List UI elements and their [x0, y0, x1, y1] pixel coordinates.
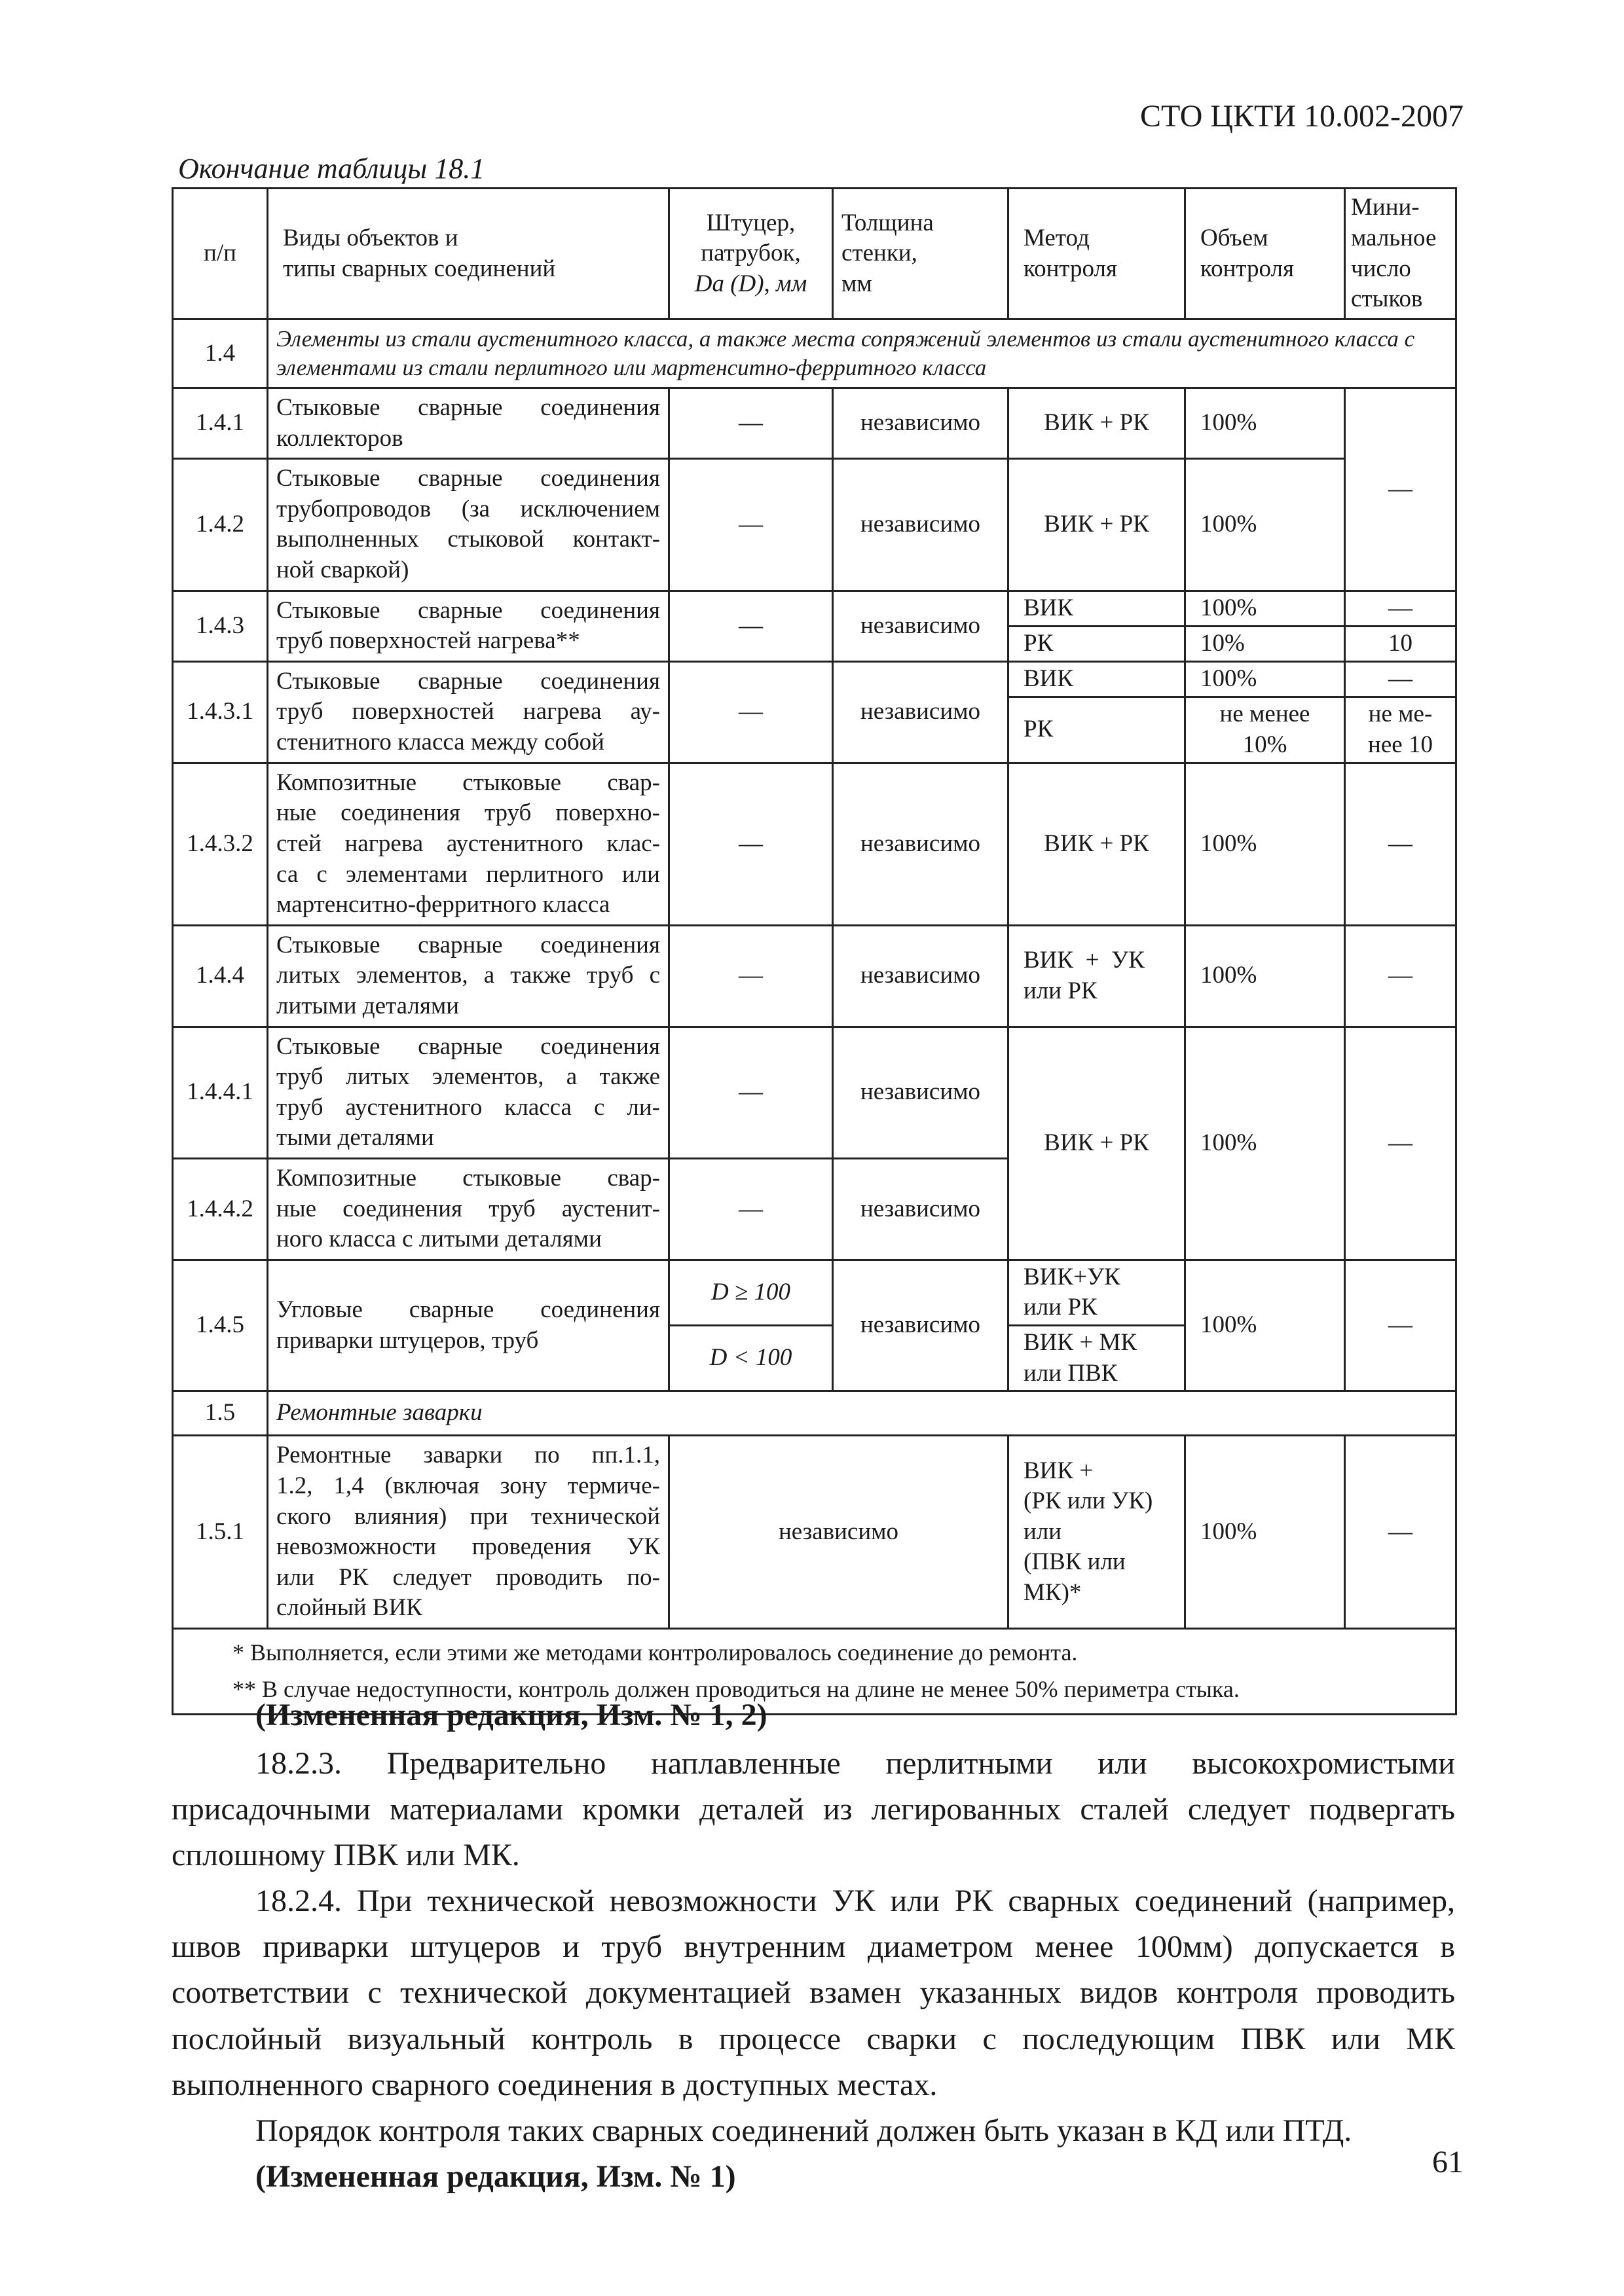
row-wall: независимо [833, 925, 1008, 1027]
header-pipe [669, 189, 833, 319]
method-line: или РК [1024, 977, 1098, 1004]
table-row [173, 1027, 1456, 1158]
row-type [268, 1027, 669, 1158]
header-line: Метод [1024, 224, 1090, 251]
header-line: контроля [1200, 255, 1295, 282]
type-line: ного класса с литыми деталями [276, 1226, 602, 1253]
header-line: Толщина [841, 209, 934, 236]
type-line: Угловые сварные соединения [276, 1296, 660, 1323]
table-header-row [173, 189, 1456, 319]
type-line: Стыковые сварные соединения [276, 1032, 660, 1060]
row-volume: 100% [1185, 388, 1345, 459]
row-num: 1.4.3.1 [173, 661, 268, 763]
row-wall: независимо [833, 388, 1008, 459]
header-method [1008, 189, 1185, 319]
row-volume: 100% [1185, 763, 1345, 925]
min-line: нее 10 [1368, 731, 1433, 758]
row-num: 1.4.3 [173, 591, 268, 661]
type-line: труб поверхностей нагрева** [276, 627, 580, 655]
row-min [1345, 697, 1456, 763]
table-row [173, 591, 1456, 626]
edition-note: (Измененная редакция, Изм. № 1) [255, 2159, 736, 2194]
row-method: ВИК [1008, 661, 1185, 697]
table-row [173, 925, 1456, 1027]
type-line: Ремонтные заварки по пп.1.1, [276, 1442, 660, 1469]
table-row [173, 459, 1456, 591]
type-line: слойный ВИК [276, 1594, 422, 1622]
type-line: Стыковые сварные соединения [276, 394, 660, 421]
row-type [268, 661, 669, 763]
header-line: стенки, [841, 240, 917, 267]
row-type [268, 1159, 669, 1260]
row-wall: независимо [833, 661, 1008, 763]
method-line: ВИК + [1024, 1457, 1094, 1484]
header-line: число [1351, 255, 1411, 282]
type-line: трубопроводов (за исключением [276, 495, 660, 522]
row-num: 1.4 [173, 319, 268, 388]
row-wall: независимо [833, 1260, 1008, 1391]
header-wall [833, 189, 1008, 319]
type-line: труб поверхностей нагрева ау- [276, 698, 660, 725]
row-min: — [1345, 661, 1456, 697]
row-num: 1.5.1 [173, 1436, 268, 1629]
method-line: (РК или УК) [1024, 1487, 1153, 1515]
row-num: 1.4.2 [173, 459, 268, 591]
row-type [268, 1436, 669, 1629]
type-line: Стыковые сварные соединения [276, 596, 660, 624]
row-pipe: — [669, 763, 833, 925]
header-line: типы сварных соединений [283, 255, 556, 282]
method-line: ВИК + УК [1024, 947, 1145, 974]
type-line: ной сваркой) [276, 556, 409, 584]
row-method: РК [1008, 626, 1185, 661]
row-min: 10 [1345, 626, 1456, 661]
type-line: приварки штуцеров, труб [276, 1326, 539, 1354]
row-volume: 10% [1185, 626, 1345, 661]
row-min: — [1345, 925, 1456, 1027]
row-min: — [1345, 1260, 1456, 1391]
row-volume: 100% [1185, 1436, 1345, 1629]
type-line: Стыковые сварные соединения [276, 465, 660, 492]
type-line: литых элементов, а также труб с [276, 962, 660, 989]
note-line: ** В случае недоступности, контроль должен проводиться на длине не менее 50% периметра стыка. [232, 1675, 1240, 1702]
row-volume [1185, 697, 1345, 763]
table-row [173, 1260, 1456, 1325]
row-min: — [1345, 1027, 1456, 1260]
type-line: Стыковые сварные соединения [276, 667, 660, 695]
row-pipe: D < 100 [669, 1326, 833, 1391]
section-text: Ремонтные заварки [268, 1391, 1456, 1436]
row-pipe: — [669, 661, 833, 763]
type-line: мартенситно-ферритного класса [276, 891, 610, 919]
section-row [173, 1391, 1456, 1436]
row-type [268, 591, 669, 661]
header-line: мм [841, 270, 872, 297]
table-row [173, 763, 1456, 925]
header-line: мальное [1351, 224, 1437, 251]
type-line: литыми деталями [276, 992, 460, 1019]
row-min: — [1345, 388, 1456, 591]
row-pipe: — [669, 459, 833, 591]
row-num: 1.4.4 [173, 925, 268, 1027]
header-line: Штуцер, [706, 209, 796, 236]
volume-line: 10% [1242, 731, 1287, 758]
row-method [1008, 1326, 1185, 1391]
row-pipe: — [669, 388, 833, 459]
row-pipe: — [669, 925, 833, 1027]
row-min: — [1345, 591, 1456, 626]
row-type [268, 1260, 669, 1391]
header-line: Мини- [1351, 194, 1420, 221]
row-pipe-wall: независимо [669, 1436, 1008, 1629]
row-num: 1.4.4.2 [173, 1159, 268, 1260]
type-line: труб литых элементов, а также [276, 1063, 660, 1091]
header-volume [1185, 189, 1345, 319]
type-line: Стыковые сварные соединения [276, 931, 660, 958]
method-line: или РК [1024, 1294, 1098, 1321]
row-num: 1.4.5 [173, 1260, 268, 1391]
row-method: ВИК + РК [1008, 763, 1185, 925]
header-line: контроля [1024, 255, 1118, 282]
type-line: Композитные стыковые свар- [276, 1165, 660, 1192]
row-wall: независимо [833, 591, 1008, 661]
header-line: стыков [1351, 285, 1423, 313]
method-line: или [1024, 1518, 1062, 1545]
row-volume: 100% [1185, 1027, 1345, 1260]
row-method [1008, 1260, 1185, 1325]
row-min: — [1345, 763, 1456, 925]
method-line: МК)* [1024, 1579, 1082, 1607]
table-caption: Окончание таблицы 18.1 [178, 153, 485, 185]
header-line: Объем [1200, 224, 1268, 251]
row-pipe: — [669, 1027, 833, 1158]
row-type [268, 925, 669, 1027]
row-type [268, 763, 669, 925]
row-num: 1.4.3.2 [173, 763, 268, 925]
row-volume: 100% [1185, 925, 1345, 1027]
row-num: 1.5 [173, 1391, 268, 1436]
volume-line: не менее [1219, 701, 1310, 728]
row-wall: независимо [833, 459, 1008, 591]
type-line: Композитные стыковые свар- [276, 769, 660, 796]
section-row [173, 319, 1456, 388]
page-number: 61 [1432, 2145, 1464, 2179]
method-line: ВИК+УК [1024, 1263, 1120, 1290]
row-min: — [1345, 1436, 1456, 1629]
section-text: Элементы из стали аустенитного класса, а также места сопряжений элементов из стали аустенитного класса с элементами из стали перлитного или мартенситно-ферритного класса [268, 319, 1456, 388]
row-method [1008, 925, 1185, 1027]
method-line: или ПВК [1024, 1359, 1118, 1387]
row-method: РК [1008, 697, 1185, 763]
row-method: ВИК + РК [1008, 388, 1185, 459]
type-line: коллекторов [276, 424, 403, 452]
type-line: ные соединения труб аустенит- [276, 1195, 660, 1222]
header-line: Виды объектов и [283, 224, 458, 251]
row-wall: независимо [833, 763, 1008, 925]
type-line: 1.2, 1,4 (включая зону термиче- [276, 1472, 660, 1499]
type-line: труб аустенитного класса с ли- [276, 1093, 660, 1121]
type-line: или РК следует проводить по- [276, 1563, 660, 1591]
table-row [173, 1436, 1456, 1629]
row-num: 1.4.1 [173, 388, 268, 459]
paragraph-18-2-3: 18.2.3. Предварительно наплавленные перлитными или высокохромистыми присадочными материалами кромки деталей из легированных сталей следует подвергать сплошному ПВК или МК. [172, 1746, 1455, 1873]
paragraph-order: Порядок контроля таких сварных соединений должен быть указан в КД или ПТД. [255, 2113, 1352, 2148]
body-text [172, 1692, 1455, 2200]
row-wall: независимо [833, 1159, 1008, 1260]
row-type [268, 388, 669, 459]
header-line: Da (D), мм [694, 270, 807, 297]
row-method [1008, 1436, 1185, 1629]
row-volume: 100% [1185, 459, 1345, 591]
row-wall: независимо [833, 1027, 1008, 1158]
paragraph-18-2-4: 18.2.4. При технической невозможности УК или РК сварных соединений (например, швов приварки штуцеров и труб внутренним диаметром менее 100мм) допускается в соответствии с технической документацией взамен указанных видов контроля проводить послойный визуальный контроль в процессе сварки с последующим ПВК или МК выполненного сварного соединения в доступных местах. [172, 1884, 1455, 2102]
row-method: ВИК + РК [1008, 459, 1185, 591]
min-line: не ме- [1368, 701, 1433, 728]
header-line: патрубок, [701, 240, 801, 267]
type-line: невозможности проведения УК [276, 1533, 660, 1561]
type-line: стенитного класса между собой [276, 729, 604, 756]
method-line: ВИК + МК [1024, 1329, 1137, 1357]
row-method: ВИК [1008, 591, 1185, 626]
edition-note: (Измененная редакция, Изм. № 1, 2) [255, 1698, 767, 1732]
type-line: выполненных стыковой контакт- [276, 526, 660, 553]
note-line: * Выполняется, если этими же методами контролировалось соединение до ремонта. [232, 1639, 1078, 1666]
row-volume: 100% [1185, 661, 1345, 697]
table-row [173, 388, 1456, 459]
row-num: 1.4.4.1 [173, 1027, 268, 1158]
type-line: тыми деталями [276, 1124, 434, 1152]
type-line: са с элементами перлитного или [276, 860, 660, 888]
row-volume: 100% [1185, 1260, 1345, 1391]
header-type [268, 189, 669, 319]
type-line: ные соединения труб поверхно- [276, 799, 660, 827]
header-min [1345, 189, 1456, 319]
header-num: п/п [173, 189, 268, 319]
table-row [173, 661, 1456, 697]
inspection-table [172, 187, 1457, 1715]
document-code: СТО ЦКТИ 10.002-2007 [1139, 99, 1464, 134]
row-pipe: D ≥ 100 [669, 1260, 833, 1325]
row-method: ВИК + РК [1008, 1027, 1185, 1260]
row-volume: 100% [1185, 591, 1345, 626]
row-pipe: — [669, 591, 833, 661]
method-line: (ПВК или [1024, 1548, 1126, 1576]
row-pipe: — [669, 1159, 833, 1260]
row-type [268, 459, 669, 591]
type-line: ского влияния) при технической [276, 1503, 660, 1530]
type-line: стей нагрева аустенитного клас- [276, 829, 660, 857]
